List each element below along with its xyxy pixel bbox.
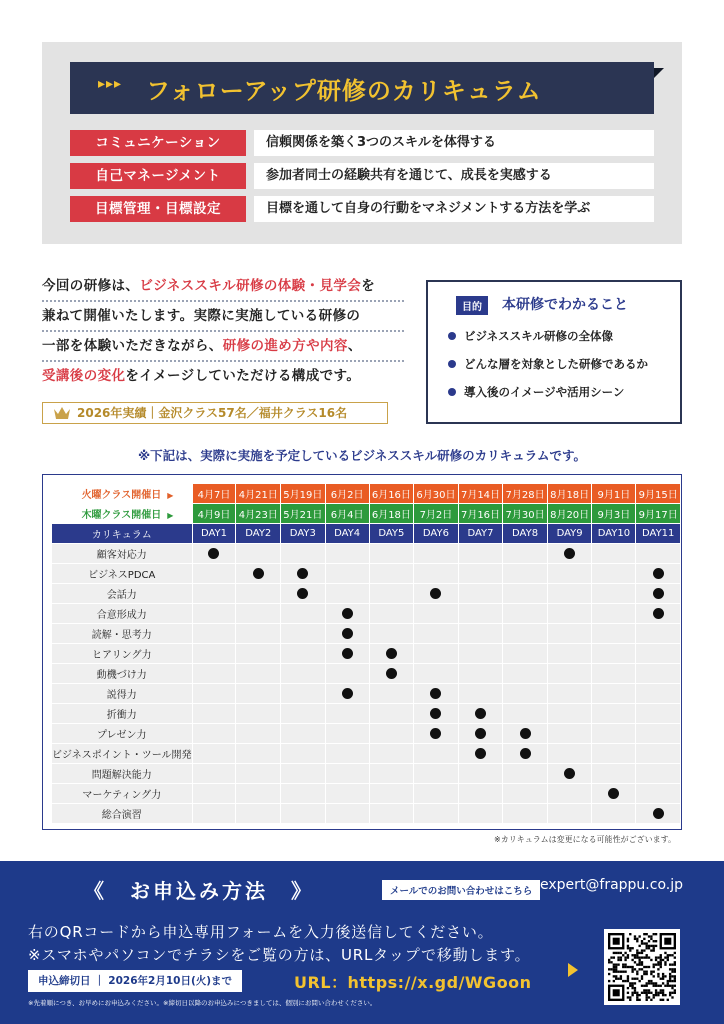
schedule-cell	[325, 684, 369, 704]
scheduled-dot-icon	[297, 568, 308, 579]
skill-tag: 自己マネージメント	[70, 163, 246, 189]
subject-name: 読解・思考力	[52, 624, 193, 644]
scheduled-dot-icon	[520, 748, 531, 759]
table-row	[52, 724, 681, 744]
table-row	[52, 684, 681, 704]
scheduled-dot-icon	[608, 788, 619, 799]
schedule-cell	[547, 744, 592, 764]
schedule-cell	[636, 684, 681, 704]
schedule-cell	[592, 744, 636, 764]
table-row	[52, 704, 681, 724]
schedule-cell	[636, 564, 681, 584]
subject-name: 会話力	[52, 584, 193, 604]
schedule-cell	[592, 664, 636, 684]
page-title: フォローアップ研修のカリキュラム	[146, 77, 542, 105]
table-row	[52, 804, 681, 824]
subject-name: マーケティング力	[52, 784, 193, 804]
scheduled-dot-icon	[475, 728, 486, 739]
schedule-cell	[192, 544, 236, 564]
bullet-icon	[448, 360, 456, 368]
schedule-cell	[458, 644, 503, 664]
schedule-cell	[414, 584, 459, 604]
schedule-cell	[281, 644, 326, 664]
result-badge: 2026年実績｜金沢クラス57名／福井クラス16名	[42, 402, 388, 424]
purpose-item: どんな層を対象とした研修であるか	[448, 356, 648, 372]
schedule-cell	[592, 624, 636, 644]
thursday-date: 7月30日	[503, 504, 548, 524]
schedule-cell	[636, 624, 681, 644]
schedule-cell	[458, 604, 503, 624]
schedule-cell	[325, 704, 369, 724]
skill-row	[70, 130, 654, 156]
schedule-cell	[636, 604, 681, 624]
scheduled-dot-icon	[297, 588, 308, 599]
schedule-cell	[458, 584, 503, 604]
schedule-cell	[592, 684, 636, 704]
schedule-cell	[636, 664, 681, 684]
tuesday-class-label: 火曜クラス開催日 ▶	[81, 490, 174, 501]
schedule-cell	[458, 804, 503, 824]
schedule-cell	[369, 724, 414, 744]
schedule-cell	[636, 724, 681, 744]
schedule-cell	[236, 764, 281, 784]
schedule-cell	[236, 564, 281, 584]
table-row	[52, 624, 681, 644]
schedule-cell	[369, 544, 414, 564]
mail-address-link[interactable]: expert@frappu.co.jp	[540, 877, 684, 893]
schedule-cell	[458, 704, 503, 724]
table-row	[52, 644, 681, 664]
schedule-cell	[503, 784, 548, 804]
schedule-cell	[547, 684, 592, 704]
schedule-cell	[458, 784, 503, 804]
qr-code[interactable]	[604, 929, 680, 1005]
thursday-date: 5月21日	[281, 504, 326, 524]
thursday-date: 6月4日	[325, 504, 369, 524]
schedule-cell	[636, 704, 681, 724]
day-header: DAY8	[503, 524, 548, 544]
thursday-date: 4月9日	[192, 504, 236, 524]
schedule-cell	[192, 784, 236, 804]
schedule-cell	[236, 744, 281, 764]
schedule-cell	[325, 784, 369, 804]
schedule-cell	[325, 604, 369, 624]
bullet-icon	[448, 332, 456, 340]
schedule-cell	[325, 724, 369, 744]
schedule-cell	[503, 544, 548, 564]
skill-tag: 目標管理・目標設定	[70, 196, 246, 222]
purpose-title: 本研修でわかること	[502, 297, 628, 313]
apply-title: 《 お申込み方法 》	[84, 879, 314, 903]
schedule-cell	[325, 544, 369, 564]
tuesday-date: 8月18日	[547, 484, 592, 504]
schedule-cell	[236, 784, 281, 804]
scheduled-dot-icon	[564, 768, 575, 779]
scheduled-dot-icon	[564, 548, 575, 559]
schedule-cell	[281, 604, 326, 624]
schedule-cell	[503, 704, 548, 724]
schedule-cell	[236, 604, 281, 624]
schedule-cell	[414, 624, 459, 644]
scheduled-dot-icon	[386, 648, 397, 659]
schedule-cell	[592, 564, 636, 584]
schedule-cell	[503, 564, 548, 584]
arrow-right-icon: ▶	[167, 510, 174, 520]
schedule-cell	[414, 544, 459, 564]
schedule-cell	[547, 704, 592, 724]
skill-row	[70, 196, 654, 222]
schedule-cell	[414, 644, 459, 664]
qr-code-icon	[608, 933, 676, 1001]
schedule-cell	[192, 724, 236, 744]
curriculum-note: ※下記は、実際に実施を予定しているビジネススキル研修のカリキュラムです。	[137, 448, 587, 463]
schedule-cell	[369, 604, 414, 624]
curriculum-header: カリキュラム	[52, 524, 193, 544]
schedule-cell	[636, 544, 681, 564]
tuesday-date: 4月7日	[192, 484, 236, 504]
tuesday-date: 7月14日	[458, 484, 503, 504]
scheduled-dot-icon	[430, 688, 441, 699]
purpose-box	[426, 280, 682, 424]
tuesday-date: 7月28日	[503, 484, 548, 504]
schedule-cell	[192, 584, 236, 604]
schedule-cell	[503, 724, 548, 744]
schedule-cell	[281, 704, 326, 724]
subject-name: プレゼン力	[52, 724, 193, 744]
schedule-cell	[369, 784, 414, 804]
intro-line: 一部を体験いただきながら、研修の進め方や内容、	[42, 332, 404, 362]
thursday-date: 9月17日	[636, 504, 681, 524]
purpose-item: ビジネススキル研修の全体像	[448, 328, 613, 344]
schedule-cell	[547, 804, 592, 824]
schedule-cell	[636, 784, 681, 804]
day-header: DAY7	[458, 524, 503, 544]
schedule-cell	[369, 624, 414, 644]
schedule-cell	[636, 584, 681, 604]
schedule-cell	[236, 804, 281, 824]
day-header: DAY6	[414, 524, 459, 544]
thursday-date: 8月20日	[547, 504, 592, 524]
schedule-cell	[547, 764, 592, 784]
schedule-cell	[236, 684, 281, 704]
schedule-cell	[592, 544, 636, 564]
schedule-cell	[592, 584, 636, 604]
schedule-cell	[636, 764, 681, 784]
day-header: DAY2	[236, 524, 281, 544]
scheduled-dot-icon	[653, 568, 664, 579]
scheduled-dot-icon	[208, 548, 219, 559]
schedule-cell	[592, 644, 636, 664]
triple-arrow-icon: ▸▸▸	[98, 76, 123, 92]
scheduled-dot-icon	[430, 708, 441, 719]
instruction-line: ※スマホやパソコンでチラシをご覧の方は、URLタップで移動します。	[28, 946, 531, 964]
schedule-cell	[592, 704, 636, 724]
scheduled-dot-icon	[475, 708, 486, 719]
table-row	[52, 664, 681, 684]
schedule-cell	[592, 604, 636, 624]
schedule-cell	[458, 624, 503, 644]
schedule-cell	[458, 544, 503, 564]
scheduled-dot-icon	[342, 628, 353, 639]
table-row	[52, 604, 681, 624]
curriculum-table-frame	[42, 474, 682, 830]
schedule-cell	[414, 804, 459, 824]
schedule-cell	[192, 604, 236, 624]
schedule-cell	[192, 664, 236, 684]
schedule-cell	[414, 764, 459, 784]
subject-name: 総合演習	[52, 804, 193, 824]
schedule-cell	[547, 544, 592, 564]
schedule-cell	[369, 664, 414, 684]
tuesday-date: 4月21日	[236, 484, 281, 504]
schedule-cell	[414, 604, 459, 624]
subject-name: 説得力	[52, 684, 193, 704]
schedule-cell	[547, 604, 592, 624]
schedule-cell	[414, 784, 459, 804]
schedule-cell	[503, 684, 548, 704]
schedule-cell	[192, 764, 236, 784]
schedule-cell	[281, 564, 326, 584]
crown-icon	[53, 406, 71, 420]
day-header: DAY11	[636, 524, 681, 544]
subject-name: 顧客対応力	[52, 544, 193, 564]
schedule-cell	[636, 644, 681, 664]
schedule-cell	[281, 624, 326, 644]
schedule-cell	[192, 644, 236, 664]
schedule-cell	[369, 744, 414, 764]
schedule-cell	[503, 644, 548, 664]
scheduled-dot-icon	[475, 748, 486, 759]
day-header: DAY10	[592, 524, 636, 544]
tuesday-date: 6月30日	[414, 484, 459, 504]
url-link[interactable]: URL：https://x.gd/WGoon	[294, 973, 532, 992]
schedule-cell	[325, 644, 369, 664]
day-header: DAY4	[325, 524, 369, 544]
schedule-cell	[325, 564, 369, 584]
schedule-cell	[281, 584, 326, 604]
table-row	[52, 584, 681, 604]
schedule-cell	[325, 584, 369, 604]
schedule-cell	[458, 744, 503, 764]
thursday-date: 9月3日	[592, 504, 636, 524]
schedule-cell	[369, 764, 414, 784]
schedule-cell	[592, 784, 636, 804]
schedule-cell	[458, 664, 503, 684]
schedule-cell	[325, 664, 369, 684]
subject-name: 問題解決能力	[52, 764, 193, 784]
skill-desc: 参加者同士の経験共有を通じて、成長を実感する	[254, 163, 654, 189]
intro-line: 今回の研修は、ビジネススキル研修の体験・見学会を	[42, 272, 404, 302]
subject-name: ビジネスPDCA	[52, 564, 193, 584]
purpose-tag: 目的	[456, 296, 488, 315]
schedule-cell	[281, 684, 326, 704]
curriculum-table	[51, 483, 681, 824]
schedule-cell	[592, 804, 636, 824]
scheduled-dot-icon	[430, 728, 441, 739]
intro-text	[42, 272, 404, 392]
schedule-cell	[369, 684, 414, 704]
bullet-icon	[448, 388, 456, 396]
schedule-cell	[236, 624, 281, 644]
schedule-cell	[592, 764, 636, 784]
schedule-cell	[281, 544, 326, 564]
schedule-cell	[325, 764, 369, 784]
thursday-date: 4月23日	[236, 504, 281, 524]
schedule-cell	[547, 784, 592, 804]
application-footer	[0, 861, 724, 1024]
schedule-cell	[192, 804, 236, 824]
table-row	[52, 544, 681, 564]
schedule-cell	[592, 724, 636, 744]
tuesday-date: 6月16日	[369, 484, 414, 504]
scheduled-dot-icon	[430, 588, 441, 599]
schedule-cell	[414, 664, 459, 684]
schedule-cell	[369, 804, 414, 824]
schedule-cell	[281, 784, 326, 804]
scheduled-dot-icon	[342, 608, 353, 619]
day-header: DAY5	[369, 524, 414, 544]
schedule-cell	[547, 644, 592, 664]
schedule-cell	[192, 564, 236, 584]
scheduled-dot-icon	[653, 608, 664, 619]
schedule-cell	[458, 684, 503, 704]
schedule-cell	[325, 744, 369, 764]
schedule-cell	[281, 764, 326, 784]
schedule-cell	[503, 584, 548, 604]
schedule-cell	[503, 604, 548, 624]
schedule-cell	[236, 584, 281, 604]
deadline-badge: 申込締切日 ｜ 2026年2月10日(火)まで	[28, 970, 242, 992]
subject-name: ビジネスポイント・ツール開発	[52, 744, 193, 764]
schedule-cell	[547, 584, 592, 604]
thursday-date: 6月18日	[369, 504, 414, 524]
curriculum-footnote: ※カリキュラムは変更になる可能性がございます。	[494, 835, 676, 844]
curriculum-summary-box	[42, 42, 682, 244]
skill-tag: コミュニケーション	[70, 130, 246, 156]
schedule-cell	[414, 724, 459, 744]
title-banner	[70, 62, 654, 114]
skill-desc: 目標を通して自身の行動をマネジメントする方法を学ぶ	[254, 196, 654, 222]
arrow-right-icon: ▶	[167, 491, 174, 500]
schedule-cell	[192, 624, 236, 644]
schedule-cell	[192, 744, 236, 764]
scheduled-dot-icon	[653, 588, 664, 599]
tuesday-date: 9月1日	[592, 484, 636, 504]
schedule-cell	[192, 704, 236, 724]
schedule-cell	[503, 744, 548, 764]
schedule-cell	[281, 664, 326, 684]
scheduled-dot-icon	[342, 648, 353, 659]
subject-name: ヒアリング力	[52, 644, 193, 664]
footer-small-note: ※先着順につき、お早めにお申込みください。※締切日以降のお申込みにつきましては、個別にお問い合わせください。	[28, 999, 377, 1007]
table-row	[52, 764, 681, 784]
tuesday-date: 6月2日	[325, 484, 369, 504]
subject-name: 折衝力	[52, 704, 193, 724]
day-header: DAY1	[192, 524, 236, 544]
schedule-cell	[458, 724, 503, 744]
schedule-cell	[636, 804, 681, 824]
schedule-cell	[192, 684, 236, 704]
scheduled-dot-icon	[520, 728, 531, 739]
schedule-cell	[325, 804, 369, 824]
schedule-cell	[236, 704, 281, 724]
day-header: DAY9	[547, 524, 592, 544]
schedule-cell	[458, 564, 503, 584]
purpose-item: 導入後のイメージや活用シーン	[448, 384, 624, 400]
schedule-cell	[236, 644, 281, 664]
skill-desc: 信頼関係を築く3つのスキルを体得する	[254, 130, 654, 156]
scheduled-dot-icon	[342, 688, 353, 699]
intro-line: 兼ねて開催いたします。実際に実施している研修の	[42, 302, 404, 332]
schedule-cell	[236, 724, 281, 744]
thursday-date: 7月2日	[414, 504, 459, 524]
schedule-cell	[503, 764, 548, 784]
schedule-cell	[281, 804, 326, 824]
schedule-cell	[458, 764, 503, 784]
subject-name: 合意形成力	[52, 604, 193, 624]
schedule-cell	[636, 744, 681, 764]
play-arrow-icon	[568, 963, 578, 977]
schedule-cell	[503, 804, 548, 824]
tuesday-date: 5月19日	[281, 484, 326, 504]
schedule-cell	[236, 664, 281, 684]
skill-row	[70, 163, 654, 189]
schedule-cell	[369, 704, 414, 724]
instruction-line: 右のQRコードから申込専用フォームを入力後送信してください。	[28, 923, 494, 941]
table-row	[52, 564, 681, 584]
schedule-cell	[503, 624, 548, 644]
thursday-date: 7月16日	[458, 504, 503, 524]
schedule-cell	[414, 704, 459, 724]
tuesday-date: 9月15日	[636, 484, 681, 504]
schedule-cell	[281, 724, 326, 744]
schedule-cell	[547, 724, 592, 744]
schedule-cell	[414, 684, 459, 704]
schedule-cell	[236, 544, 281, 564]
table-row	[52, 744, 681, 764]
schedule-cell	[547, 624, 592, 644]
schedule-cell	[369, 644, 414, 664]
schedule-cell	[281, 744, 326, 764]
day-header: DAY3	[281, 524, 326, 544]
mail-label: メールでのお問い合わせはこちら	[382, 880, 540, 900]
scheduled-dot-icon	[653, 808, 664, 819]
schedule-cell	[414, 744, 459, 764]
schedule-cell	[547, 664, 592, 684]
schedule-cell	[369, 564, 414, 584]
schedule-cell	[503, 664, 548, 684]
intro-line: 受講後の変化をイメージしていただける構成です。	[42, 368, 361, 384]
schedule-cell	[414, 564, 459, 584]
banner-fold	[654, 68, 664, 78]
thursday-class-label: 木曜クラス開催日 ▶	[81, 509, 174, 521]
subject-name: 動機づけ力	[52, 664, 193, 684]
schedule-cell	[547, 564, 592, 584]
scheduled-dot-icon	[253, 568, 264, 579]
table-row	[52, 784, 681, 804]
schedule-cell	[325, 624, 369, 644]
scheduled-dot-icon	[386, 668, 397, 679]
schedule-cell	[369, 584, 414, 604]
